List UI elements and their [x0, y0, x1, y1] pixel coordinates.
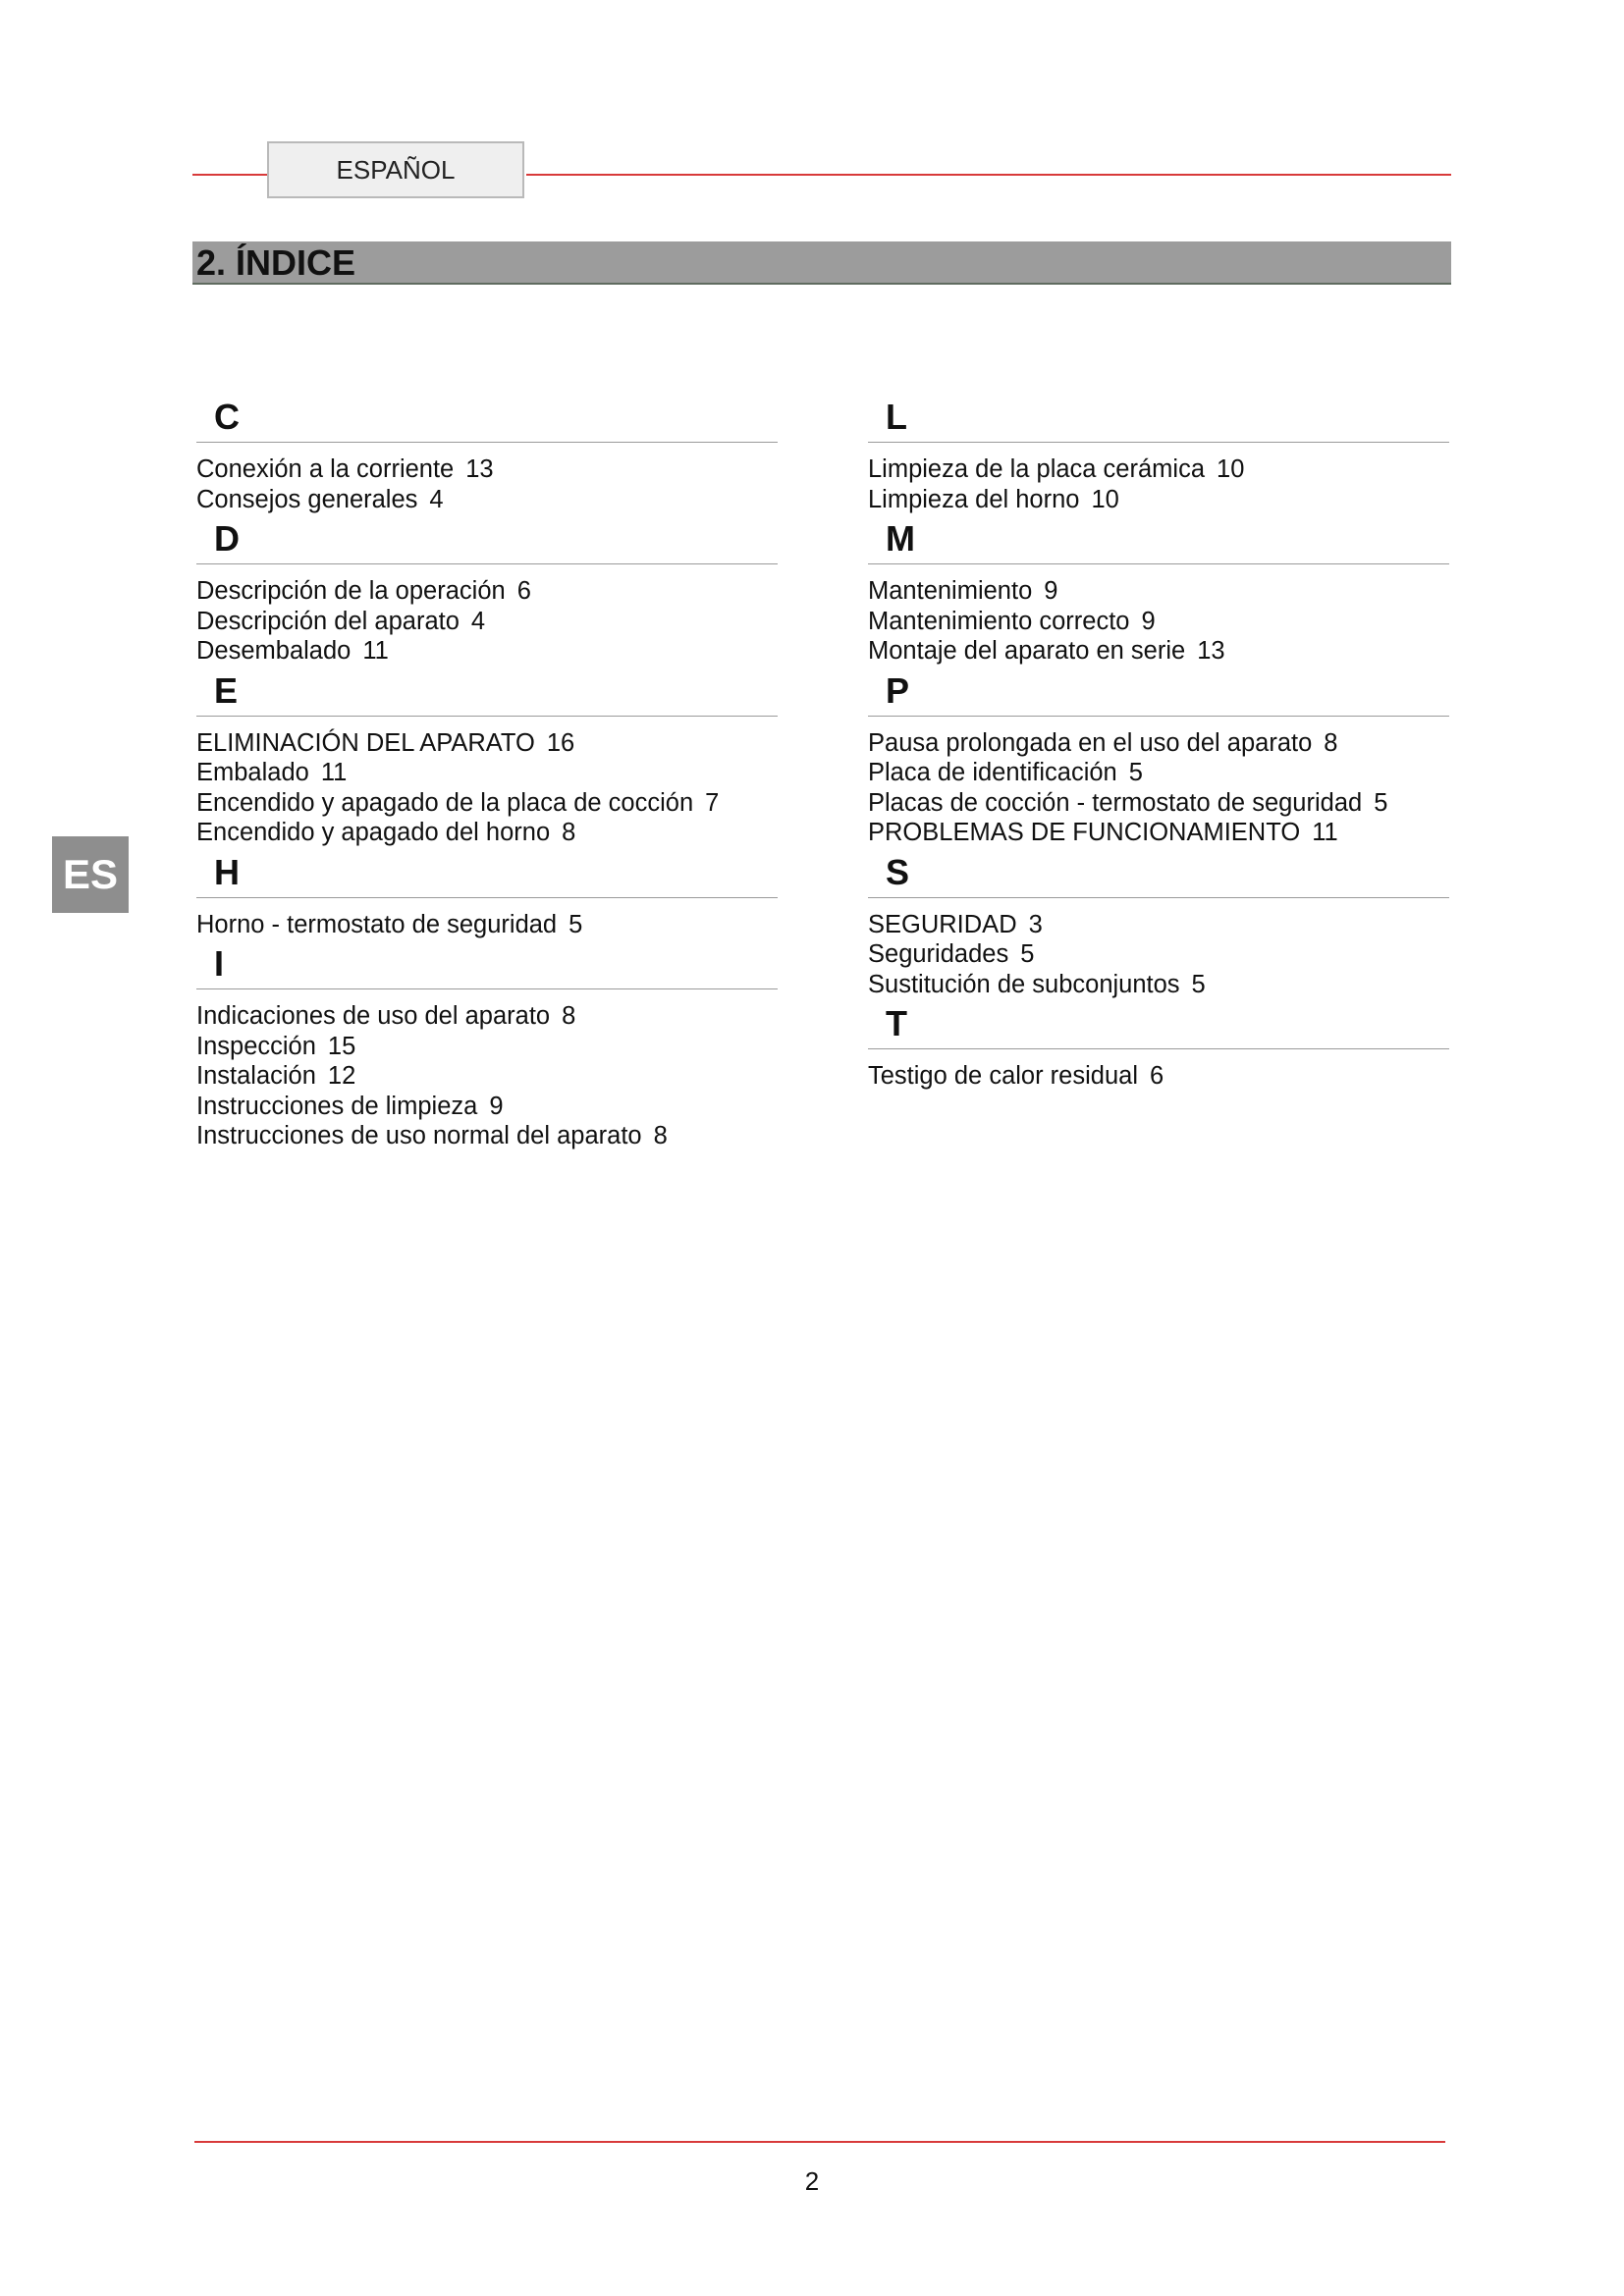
index-entry-page: 4 [429, 485, 444, 513]
index-entry-list [196, 910, 778, 940]
index-entry-text: Placas de cocción - termostato de seguridad [868, 788, 1363, 817]
index-entry-text: Descripción de la operación [196, 577, 506, 605]
index-entry-page: 16 [546, 728, 575, 757]
index-entry-text: Testigo de calor residual [868, 1062, 1138, 1090]
index-letter-heading: C [196, 393, 778, 443]
index-entry [196, 1032, 778, 1062]
index-column-right [868, 393, 1449, 1092]
index-entry [868, 576, 1449, 607]
index-entry-page: 15 [327, 1032, 356, 1060]
index-entry-page: 6 [516, 577, 531, 605]
index-entry-page: 8 [653, 1122, 668, 1149]
index-entry [196, 1092, 778, 1122]
index-entry [868, 607, 1449, 637]
index-entry-page: 5 [1020, 940, 1035, 968]
index-entry [196, 758, 778, 788]
index-entry-text: Horno - termostato de seguridad [196, 910, 558, 938]
index-entry-text: Instrucciones de uso normal del aparato [196, 1122, 642, 1149]
index-entry-page: 13 [1197, 637, 1225, 665]
index-entry-page: 9 [1141, 607, 1156, 635]
index-letter-heading: M [868, 514, 1449, 564]
index-entry-text: Limpieza de la placa cerámica [868, 455, 1206, 483]
index-letter-heading: H [196, 848, 778, 898]
index-entry-text: Indicaciones de uso del aparato [196, 1002, 551, 1030]
index-entry-page: 11 [1312, 819, 1338, 846]
index-entry-page: 8 [562, 1002, 576, 1030]
index-entry [196, 607, 778, 637]
index-entry [196, 788, 778, 819]
index-entry-page: 4 [470, 607, 486, 635]
footer-rule [194, 2141, 1445, 2143]
index-entry-list [868, 454, 1449, 514]
index-letter-heading: I [196, 939, 778, 989]
index-entry-text: Consejos generales [196, 485, 418, 513]
index-entry-text: Conexión a la corriente [196, 455, 455, 483]
index-letter-heading: D [196, 514, 778, 564]
index-entry-text: Embalado [196, 759, 309, 786]
index-entry-text: Limpieza del horno [868, 485, 1080, 513]
index-entry-page: 5 [1128, 759, 1143, 786]
index-entry-page: 13 [465, 455, 494, 483]
index-entry [196, 485, 778, 515]
index-entry [868, 485, 1449, 515]
index-entry-list [868, 1061, 1449, 1092]
index-entry-list [868, 910, 1449, 1000]
index-entry-text: Montaje del aparato en serie [868, 637, 1186, 665]
index-entry-text: Descripción del aparato [196, 607, 460, 635]
index-entry [196, 818, 778, 848]
index-entry-text: Instrucciones de limpieza [196, 1092, 478, 1120]
index-entry [868, 970, 1449, 1000]
index-entry-page: 6 [1149, 1062, 1164, 1090]
index-letter-heading: L [868, 393, 1449, 443]
index-entry [196, 728, 778, 759]
index-entry [868, 454, 1449, 485]
index-entry-list [868, 576, 1449, 667]
index-entry-text: Pausa prolongada en el uso del aparato [868, 728, 1313, 757]
index-entry-text: Placa de identificación [868, 759, 1117, 786]
index-entry-page: 9 [1044, 577, 1058, 605]
title-bar [192, 241, 1451, 285]
index-entry-page: 9 [489, 1092, 504, 1120]
index-entry-text: PROBLEMAS DE FUNCIONAMIENTO [868, 819, 1301, 846]
index-entry [196, 576, 778, 607]
index-entry-page: 11 [362, 637, 389, 665]
index-entry-text: Mantenimiento correcto [868, 607, 1130, 635]
index-entry [868, 818, 1449, 848]
index-entry [868, 939, 1449, 970]
index-letter-heading: T [868, 999, 1449, 1049]
index-entry-text: Instalación [196, 1062, 316, 1090]
index-entry-list [196, 1001, 778, 1151]
index-column-left [196, 393, 778, 1151]
index-entry [868, 728, 1449, 759]
index-entry-list [196, 728, 778, 848]
index-letter-heading: E [196, 667, 778, 717]
index-entry-list [196, 454, 778, 514]
index-entry [868, 910, 1449, 940]
header-rule-left [192, 174, 267, 176]
index-entry-page: 11 [320, 759, 348, 786]
index-entry-text: ELIMINACIÓN DEL APARATO [196, 728, 535, 757]
index-entry-page: 5 [1191, 970, 1206, 998]
index-entry [196, 1121, 778, 1151]
index-entry-text: Encendido y apagado de la placa de cocción [196, 788, 694, 817]
index-letter-heading: S [868, 848, 1449, 898]
index-entry-text: Sustitución de subconjuntos [868, 970, 1180, 998]
index-entry-page: 12 [327, 1062, 356, 1090]
index-entry-page: 7 [705, 788, 720, 817]
index-entry-page: 10 [1091, 485, 1119, 513]
index-entry-text: Encendido y apagado del horno [196, 819, 551, 846]
index-letter-heading: P [868, 667, 1449, 717]
index-entry-list [868, 728, 1449, 848]
index-entry-page: 5 [568, 910, 583, 938]
index-entry-page: 8 [562, 819, 576, 846]
language-badge: ES [52, 836, 129, 913]
page-title: 2. ÍNDICE [196, 242, 356, 283]
index-entry-text: Mantenimiento [868, 577, 1033, 605]
index-entry-list [196, 576, 778, 667]
index-entry-text: SEGURIDAD [868, 910, 1017, 938]
index-entry-page: 10 [1217, 455, 1245, 483]
index-entry-page: 8 [1324, 728, 1338, 757]
index-entry [196, 454, 778, 485]
index-entry-text: Desembalado [196, 637, 352, 665]
index-entry [196, 1061, 778, 1092]
index-entry [196, 910, 778, 940]
index-entry [868, 1061, 1449, 1092]
index-entry [868, 636, 1449, 667]
index-entry [196, 636, 778, 667]
page-number: 2 [804, 2166, 820, 2196]
index-entry-page: 3 [1028, 910, 1043, 938]
header-rule-right [526, 174, 1451, 176]
index-entry-text: Seguridades [868, 940, 1009, 968]
index-entry [196, 1001, 778, 1032]
language-tab: ESPAÑOL [267, 141, 524, 198]
index-entry-page: 5 [1374, 788, 1388, 817]
index-entry [868, 788, 1449, 819]
index-entry-text: Inspección [196, 1032, 316, 1060]
index-entry [868, 758, 1449, 788]
